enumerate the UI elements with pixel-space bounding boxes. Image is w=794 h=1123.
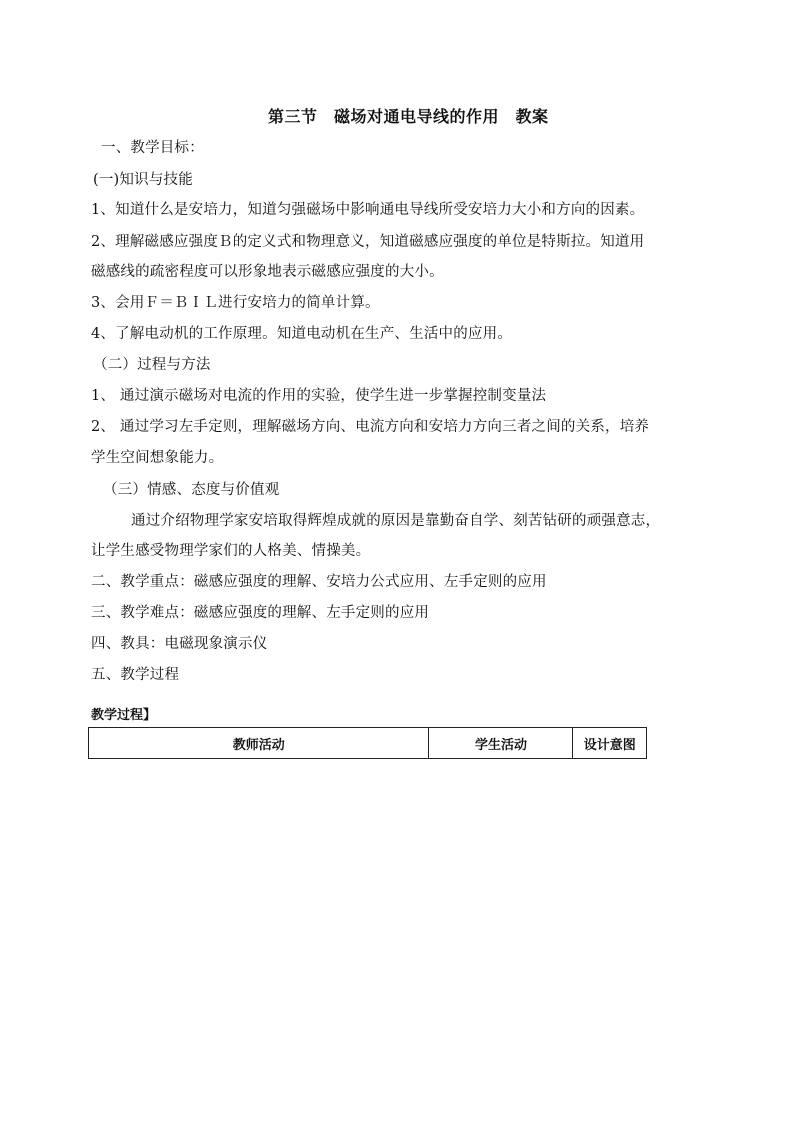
objective-line-4: 4、了解电动机的工作原理。知道电动机在生产、生活中的应用。 xyxy=(91,326,513,342)
subsection-knowledge-heading: (一)知识与技能 xyxy=(93,172,193,188)
attitude-line-1-cont: 让学生感受物理学家们的人格美、情操美。 xyxy=(91,543,371,559)
subsection-attitude-heading: （三）情感、态度与价值观 xyxy=(103,482,280,498)
process-table-label: 教学过程】 xyxy=(91,708,157,723)
process-line-1: 1、 通过演示磁场对电流的作用的实验，使学生进一步掌握控制变量法 xyxy=(91,388,547,404)
header-teacher-activity: 教师活动 xyxy=(89,728,429,759)
document-title: 第三节 磁场对通电导线的作用 教案 xyxy=(268,107,549,126)
process-table xyxy=(88,727,647,759)
teaching-process-heading: 五、教学过程 xyxy=(91,667,180,683)
objective-line-1: 1、知道什么是安培力，知道匀强磁场中影响通电导线所受安培力大小和方向的因素。 xyxy=(91,202,645,218)
objective-line-2: 2、理解磁感应强度Ｂ的定义式和物理意义，知道磁感应强度的单位是特斯拉。知道用 xyxy=(91,234,645,250)
process-line-2: 2、 通过学习左手定则，理解磁场方向、电流方向和安培力方向三者之间的关系，培养 xyxy=(91,419,650,435)
subsection-process-heading: （二）过程与方法 xyxy=(93,357,211,373)
objective-line-3: 3、会用Ｆ＝ＢＩＬ进行安培力的简单计算。 xyxy=(91,295,380,311)
header-student-activity: 学生活动 xyxy=(429,728,573,759)
teaching-tools-line: 四、教具：电磁现象演示仪 xyxy=(91,636,268,652)
table-header-row xyxy=(89,728,647,759)
process-line-2-cont: 学生空间想象能力。 xyxy=(91,450,224,466)
section-objectives-heading: 一、教学目标： xyxy=(101,140,204,156)
teaching-difficulty-line: 三、教学难点：磁感应强度的理解、左手定则的应用 xyxy=(91,605,430,621)
teaching-focus-line: 二、教学重点：磁感应强度的理解、安培力公式应用、左手定则的应用 xyxy=(91,574,547,590)
header-design-intent: 设计意图 xyxy=(573,728,647,759)
objective-line-2-cont: 磁感线的疏密程度可以形象地表示磁感应强度的大小。 xyxy=(91,264,444,280)
attitude-line-1: 通过介绍物理学家安培取得辉煌成就的原因是靠勤奋自学、刻苦钻研的顽强意志， xyxy=(131,513,661,529)
